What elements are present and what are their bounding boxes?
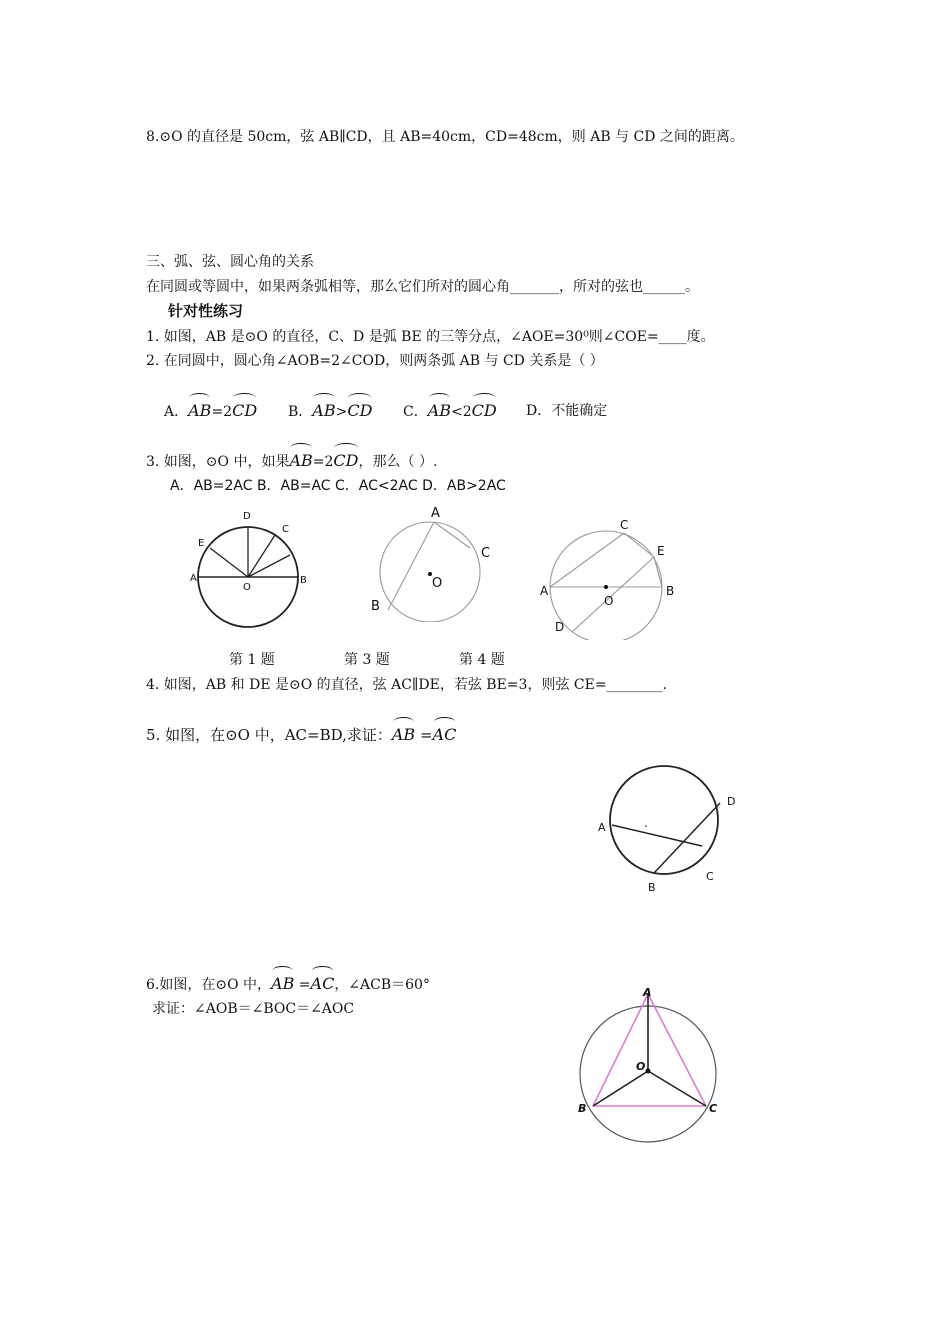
caption-1: 第 1 题 (229, 652, 275, 668)
label-a: A (431, 506, 440, 521)
label-b: B (666, 584, 675, 598)
label-c: C (706, 870, 714, 883)
practice-6-stem: 6.如图，在⊙O 中， (146, 977, 272, 993)
center-dot (604, 585, 608, 589)
option-b-label: B． (288, 404, 313, 420)
arc-ab: AB (312, 401, 336, 420)
arc-ab: AB (271, 974, 295, 993)
arc-ab: AB (188, 401, 212, 420)
chord-ce (624, 533, 654, 557)
practice-3-options: A．AB=2AC B．AB=AC C．AC<2AC D．AB>2AC (170, 478, 506, 494)
label-o: O (243, 582, 251, 593)
label-o: O (432, 576, 443, 591)
caption-3: 第 3 题 (344, 652, 390, 668)
arc-ab: AB (289, 451, 313, 470)
label-c: C (282, 524, 289, 535)
practice-6-proof: 求证：∠AOB＝∠BOC＝∠AOC (152, 1001, 355, 1017)
arc-cd: CD (232, 401, 258, 420)
label-d: D (727, 795, 736, 808)
label-b: B (648, 881, 656, 894)
practice-3-tail: ，那么（ ）. (358, 454, 438, 470)
practice-4: 4. 如图，AB 和 DE 是⊙O 的直径，弦 AC∥DE，若弦 BE=3，则弦 CE=________. (146, 677, 667, 693)
figure-6 (570, 982, 730, 1152)
option-d (526, 402, 607, 420)
arc-ac: AC (310, 974, 335, 993)
chord-ac (434, 522, 470, 548)
figure-5 (594, 760, 744, 895)
center-dot (646, 1069, 651, 1074)
option-c-label: C． (403, 404, 428, 420)
practice-3 (146, 452, 437, 471)
label-d: D (243, 511, 251, 522)
arc-cd: CD (471, 401, 497, 420)
practice-5 (146, 726, 456, 744)
practice-6-op: = (294, 977, 311, 993)
label-e: E (198, 538, 205, 549)
practice-6-angle: ，∠ACB＝60° (334, 977, 430, 993)
option-b (288, 402, 372, 421)
label-a: A (643, 986, 652, 999)
practice-3-stem: 3. 如图，⊙O 中，如果 (146, 454, 290, 470)
label-a: A (540, 584, 549, 598)
section-statement: 在同圆或等圆中，如果两条弧相等，那么它们所对的圆心角_______，所对的弦也______。 (146, 279, 699, 295)
option-a-op: =2 (211, 404, 233, 420)
label-e: E (657, 544, 665, 558)
question-8: 8.⊙O 的直径是 50cm，弦 AB∥CD，且 AB=40cm，CD=48cm，则 AB 与 CD 之间的距离。 (146, 129, 744, 145)
option-b-op: > (335, 404, 348, 420)
radius-oc (248, 535, 275, 577)
label-a: A (598, 821, 606, 834)
option-a (164, 402, 257, 421)
option-d-text: 不能确定 (551, 403, 608, 419)
section-title: 三、弧、弦、圆心角的关系 (146, 254, 314, 270)
practice-3-op: =2 (312, 454, 334, 470)
practice-5-stem: 5. 如图，在⊙O 中，AC=BD,求证： (146, 726, 392, 744)
arc-ab: AB (391, 725, 416, 744)
center-dot (645, 825, 647, 827)
practice-5-op: = (415, 726, 433, 744)
label-b: B (300, 575, 307, 586)
option-a-label: A． (164, 404, 189, 420)
chord-bd (654, 803, 720, 873)
label-a: A (190, 573, 197, 584)
circle (610, 766, 718, 874)
option-d-label: D． (526, 403, 552, 419)
label-o: O (636, 1060, 646, 1073)
figure-1 (190, 505, 310, 637)
arc-cd: CD (347, 401, 373, 420)
arc-ac: AC (432, 725, 457, 744)
practice-heading: 针对性练习 (168, 302, 244, 320)
arc-ab: AB (427, 401, 452, 420)
label-c: C (481, 546, 491, 561)
figure-3 (364, 502, 504, 622)
label-b: B (578, 1102, 587, 1115)
practice-6 (146, 975, 430, 994)
radius-oe (210, 548, 248, 577)
chord-ac (550, 533, 624, 587)
caption-4: 第 4 题 (459, 652, 505, 668)
label-b: B (371, 599, 380, 614)
chord-ab (388, 522, 434, 610)
label-o: O (604, 594, 614, 608)
label-c: C (709, 1102, 718, 1115)
option-c-op: <2 (451, 404, 472, 420)
label-c: C (620, 518, 629, 532)
chord-be (654, 557, 662, 587)
option-c (403, 402, 497, 421)
arc-cd: CD (333, 451, 359, 470)
label-d: D (555, 620, 565, 634)
figure-4 (536, 515, 686, 640)
practice-2: 2. 在同圆中，圆心角∠AOB=2∠COD，则两条弧 AB 与 CD 关系是（ ） (146, 353, 604, 369)
practice-1: 1. 如图，AB 是⊙O 的直径，C、D 是弧 BE 的三等分点，∠AOE=30⁰则∠COE=____度。 (146, 329, 715, 345)
